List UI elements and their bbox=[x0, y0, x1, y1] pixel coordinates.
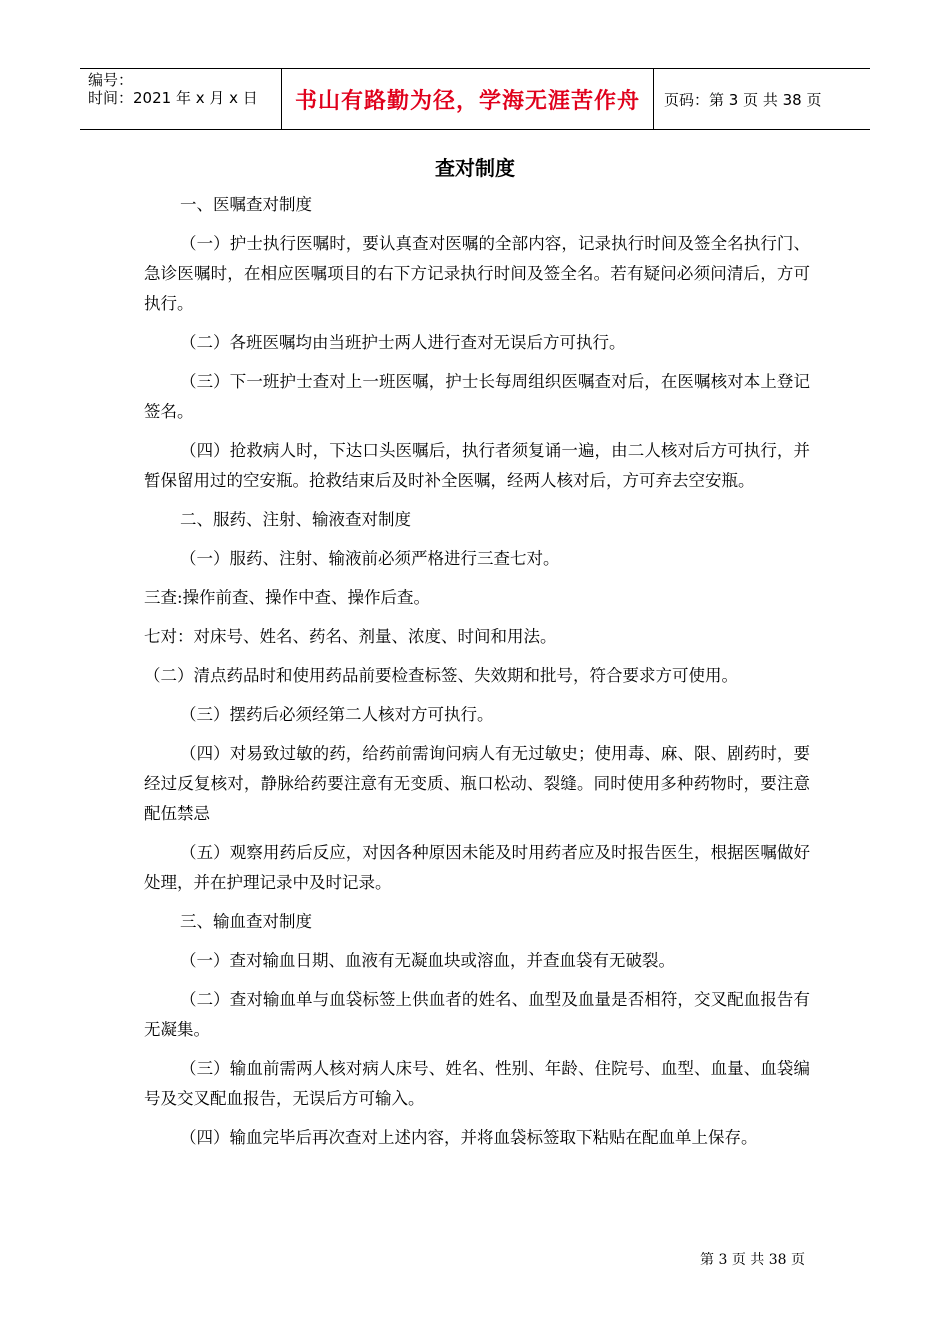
section-heading-1: 一、医嘱查对制度 bbox=[180, 195, 312, 214]
paragraph: 三查:操作前查、操作中查、操作后查。 bbox=[144, 588, 431, 607]
paragraph: （一）服药、注射、输液前必须严格进行三查七对。 bbox=[180, 549, 560, 568]
paragraph: （三）摆药后必须经第二人核对方可执行。 bbox=[180, 705, 494, 724]
paragraph: （二）查对输血单与血袋标签上供血者的姓名、血型及血量是否相符，交叉配血报告有无凝集。 bbox=[144, 990, 810, 1039]
page-header bbox=[80, 68, 870, 130]
paragraph: （一）护士执行医嘱时，要认真查对医嘱的全部内容，记录执行时间及签全名执行门、急诊医嘱时，在相应医嘱项目的右下方记录执行时间及签全名。若有疑问必须问清后，方可执行。 bbox=[144, 234, 810, 313]
document-body bbox=[144, 190, 810, 1162]
paragraph: （三）下一班护士查对上一班医嘱，护士长每周组织医嘱查对后，在医嘱核对本上登记签名。 bbox=[144, 372, 810, 421]
paragraph: （二）清点药品时和使用药品前要检查标签、失效期和批号，符合要求方可使用。 bbox=[144, 666, 738, 685]
header-page-number: 页码：第 3 页 共 38 页 bbox=[664, 90, 822, 109]
document-time-label: 时间：2021 年 x 月 x 日 bbox=[88, 89, 258, 107]
paragraph: （四）输血完毕后再次查对上述内容，并将血袋标签取下粘贴在配血单上保存。 bbox=[180, 1128, 758, 1147]
document-number-label: 编号： bbox=[88, 71, 134, 89]
section-heading-2: 二、服药、注射、输液查对制度 bbox=[180, 510, 411, 529]
paragraph: （四）对易致过敏的药，给药前需询问病人有无过敏史；使用毒、麻、限、剧药时，要经过反复核对，静脉给药要注意有无变质、瓶口松动、裂缝。同时使用多种药物时，要注意配伍禁忌 bbox=[144, 744, 810, 823]
section-heading-3: 三、输血查对制度 bbox=[180, 912, 312, 931]
header-meta bbox=[80, 69, 282, 129]
page-footer: 第 3 页 共 38 页 bbox=[700, 1252, 805, 1268]
paragraph: 七对：对床号、姓名、药名、剂量、浓度、时间和用法。 bbox=[144, 627, 557, 646]
paragraph: （四）抢救病人时，下达口头医嘱后，执行者须复诵一遍，由二人核对后方可执行，并暂保留用过的空安瓶。抢救结束后及时补全医嘱，经两人核对后，方可弃去空安瓶。 bbox=[144, 441, 810, 490]
paragraph: （五）观察用药后反应，对因各种原因未能及时用药者应及时报告医生，根据医嘱做好处理，并在护理记录中及时记录。 bbox=[144, 843, 810, 892]
paragraph: （二）各班医嘱均由当班护士两人进行查对无误后方可执行。 bbox=[180, 333, 626, 352]
paragraph: （一）查对输血日期、血液有无凝血块或溶血，并查血袋有无破裂。 bbox=[180, 951, 675, 970]
header-slogan: 书山有路勤为径，学海无涯苦作舟 bbox=[282, 69, 654, 129]
document-title: 查对制度 bbox=[435, 156, 515, 180]
paragraph: （三）输血前需两人核对病人床号、姓名、性别、年龄、住院号、血型、血量、血袋编号及交叉配血报告，无误后方可输入。 bbox=[144, 1059, 810, 1108]
